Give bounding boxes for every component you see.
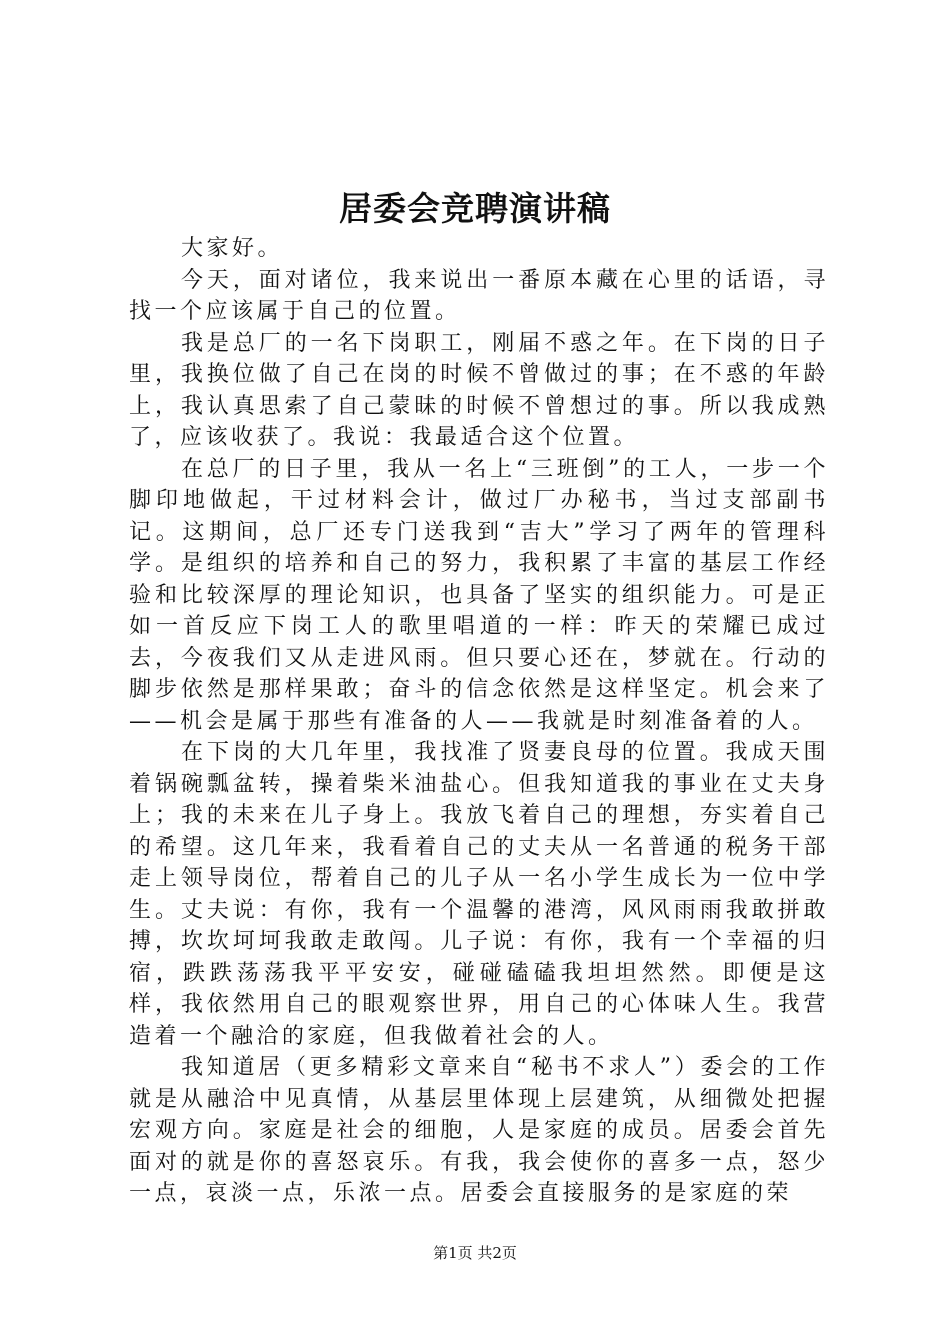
paragraph: 在下岗的大几年里，我找准了贤妻良母的位置。我成天围着锅碗瓢盆转，操着柴米油盐心。但我知道我的事业在丈夫身上；我的未来在儿子身上。我放飞着自己的理想，夯实着自己的希望。这几年来，我看着自己的丈夫从一名普通的税务干部走上领导岗位，帮着自己的儿子从一名小学生成长为一位中学生。丈夫说：有你，我有一个温馨的港湾，风风雨雨我敢拼敢搏，坎坎坷坷我敢走敢闯。儿子说：有你，我有一个幸福的归宿，跌跌荡荡我平平安安，碰碰磕磕我坦坦然然。即便是这样，我依然用自己的眼观察世界，用自己的心体味人生。我营造着一个融洽的家庭，但我做着社会的人。 xyxy=(129,740,829,1049)
document-body xyxy=(129,233,829,1210)
paragraph: 在总厂的日子里，我从一名上“三班倒”的工人，一步一个脚印地做起，干过材料会计，做过厂办秘书，当过支部副书记。这期间，总厂还专门送我到“吉大”学习了两年的管理科学。是组织的培养和自己的努力，我积累了丰富的基层工作经验和比较深厚的理论知识，也具备了坚实的组织能力。可是正如一首反应下岗工人的歌里唱道的一样：昨天的荣耀已成过去，今夜我们又从走进风雨。但只要心还在，梦就在。行动的脚步依然是那样果敢；奋斗的信念依然是这样坚定。机会来了——机会是属于那些有准备的人——我就是时刻准备着的人。 xyxy=(129,456,829,734)
paragraph: 大家好。 xyxy=(181,236,284,261)
paragraph: 今天，面对诸位，我来说出一番原本藏在心里的话语，寻找一个应该属于自己的位置。 xyxy=(129,267,829,324)
document-title: 居委会竞聘演讲稿 xyxy=(339,189,611,228)
paragraph: 我知道居（更多精彩文章来自“秘书不求人”）委会的工作就是从融洽中见真情，从基层里体现上层建筑，从细微处把握宏观方向。家庭是社会的细胞，人是家庭的成员。居委会首先面对的就是你的喜怒哀乐。有我，我会使你的喜多一点，怒少一点，哀淡一点，乐浓一点。居委会直接服务的是家庭的荣 xyxy=(129,1055,829,1206)
page-footer: 第1页 共2页 xyxy=(433,1244,517,1262)
paragraph: 我是总厂的一名下岗职工，刚届不惑之年。在下岗的日子里，我换位做了自己在岗的时候不曾做过的事；在不惑的年龄上，我认真思索了自己蒙昧的时候不曾想过的事。所以我成熟了，应该收获了。我说：我最适合这个位置。 xyxy=(129,330,829,450)
